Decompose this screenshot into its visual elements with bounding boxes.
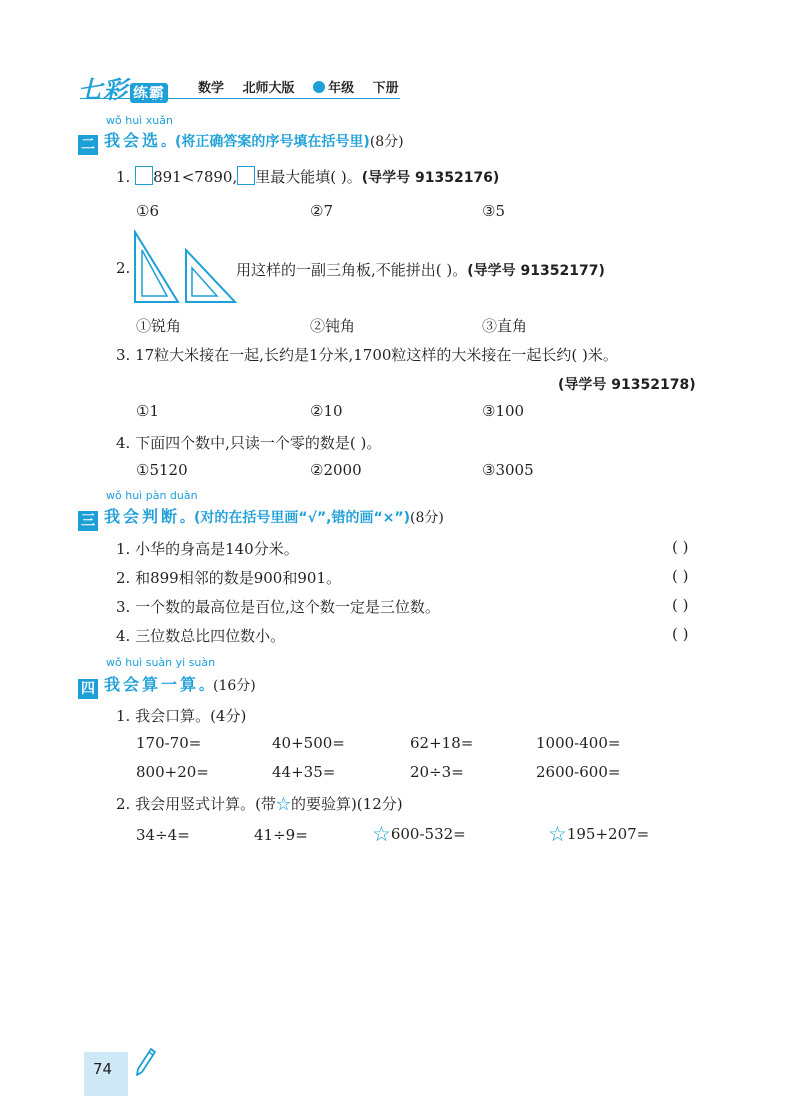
section3-pinyin: wǒ huì pàn duàn <box>106 489 198 502</box>
mental-math-label: 1. 我会口算。(4分) <box>116 707 247 725</box>
calc-item: 41÷9= <box>254 826 308 844</box>
q3-option-b: ②10 <box>310 402 343 420</box>
edition-label: 北师大版 <box>242 81 295 96</box>
answer-paren: ( ) <box>672 625 689 643</box>
q1-option-b: ②7 <box>310 202 333 220</box>
q1-option-c: ③5 <box>482 202 505 220</box>
judge-item-4: 4. 三位数总比四位数小。 <box>116 627 286 645</box>
grade-label: 年级 <box>313 81 354 96</box>
book-info <box>198 77 413 96</box>
q2-option-b: ②钝角 <box>310 317 356 335</box>
judge-item-3: 3. 一个数的最高位是百位,这个数一定是三位数。 <box>116 598 440 616</box>
section2-instruction: 。(将正确答案的序号填在括号里) <box>161 134 370 150</box>
section2-title: 我会选 <box>104 131 162 150</box>
q4-option-b: ②2000 <box>310 461 362 479</box>
section2-heading <box>78 128 404 155</box>
answer-paren: ( ) <box>672 596 689 614</box>
star-icon: ☆ <box>275 795 291 813</box>
blank-box-icon <box>237 166 255 185</box>
calc-item: 800+20= <box>136 763 209 781</box>
calc-item: 44+35= <box>272 763 336 781</box>
set-squares-icon <box>132 230 238 304</box>
q2-option-a: ①锐角 <box>136 317 182 335</box>
blank-box-icon <box>135 166 153 185</box>
vertical-calc-label: 2. 我会用竖式计算。(带☆的要验算)(12分) <box>116 795 403 813</box>
section3-score: (8分) <box>410 510 444 526</box>
calc-item: 1000-400= <box>536 734 621 752</box>
section2-score: (8分) <box>369 134 404 150</box>
section4-instruction: 。 <box>199 678 214 694</box>
answer-paren: ( ) <box>672 538 689 556</box>
calc-item: 2600-600= <box>536 763 621 781</box>
section2-pinyin: wǒ huì xuǎn <box>106 114 173 127</box>
calc-item: 40+500= <box>272 734 345 752</box>
section4-heading <box>78 672 256 699</box>
q4-option-c: ③3005 <box>482 461 534 479</box>
section3-number-badge: 三 <box>78 511 98 531</box>
q1-option-a: ①6 <box>136 202 159 220</box>
question-2-number: 2. <box>116 259 131 277</box>
volume-label: 下册 <box>372 81 399 96</box>
pencil-icon <box>134 1046 158 1078</box>
starred-calc-item: ☆600-532= <box>372 822 466 846</box>
page-number: 74 <box>93 1060 113 1078</box>
guide-number: (导学号 91352178) <box>558 377 696 393</box>
question-4: 4. 下面四个数中,只读一个零的数是( )。 <box>116 434 382 452</box>
header-divider <box>80 98 400 99</box>
grade-dot-icon <box>313 81 325 93</box>
answer-paren: ( ) <box>672 567 689 585</box>
judge-item-1: 1. 小华的身高是140分米。 <box>116 540 299 558</box>
subject-label: 数学 <box>198 81 225 96</box>
calc-item: 34÷4= <box>136 826 190 844</box>
brand-logo: 七彩 练霸 <box>78 70 168 105</box>
question-2: 用这样的一副三角板,不能拼出( )。(导学号 91352177) <box>236 261 605 279</box>
q3-option-c: ③100 <box>482 402 525 420</box>
section4-pinyin: wǒ huì suàn yi suàn <box>106 656 216 669</box>
star-icon: ☆ <box>548 822 567 846</box>
section3-heading <box>78 504 444 531</box>
section4-title: 我会算一算 <box>104 675 200 694</box>
question-3: 3. 17粒大米接在一起,长约是1分米,1700粒这样的大米接在一起长约( )米。 <box>116 346 618 364</box>
star-icon: ☆ <box>372 822 391 846</box>
q4-option-a: ①5120 <box>136 461 188 479</box>
section2-number-badge: 二 <box>78 135 98 155</box>
judge-item-2: 2. 和899相邻的数是900和901。 <box>116 569 341 587</box>
calc-item: 170-70= <box>136 734 202 752</box>
question-1: 1. 891<7890, 里最大能填( )。(导学号 91352176) <box>116 168 500 186</box>
section4-number-badge: 四 <box>78 679 98 699</box>
q2-option-c: ③直角 <box>482 317 528 335</box>
guide-number: (导学号 91352177) <box>467 263 605 279</box>
starred-calc-item: ☆195+207= <box>548 822 650 846</box>
section3-title: 我会判断 <box>104 507 181 526</box>
section3-instruction: 。(对的在括号里画“√”,错的画“×”) <box>180 510 411 526</box>
calc-item: 62+18= <box>410 734 474 752</box>
calc-item: 20÷3= <box>410 763 464 781</box>
q3-option-a: ①1 <box>136 402 159 420</box>
guide-number: (导学号 91352176) <box>361 170 500 186</box>
section4-score: (16分) <box>213 678 256 694</box>
